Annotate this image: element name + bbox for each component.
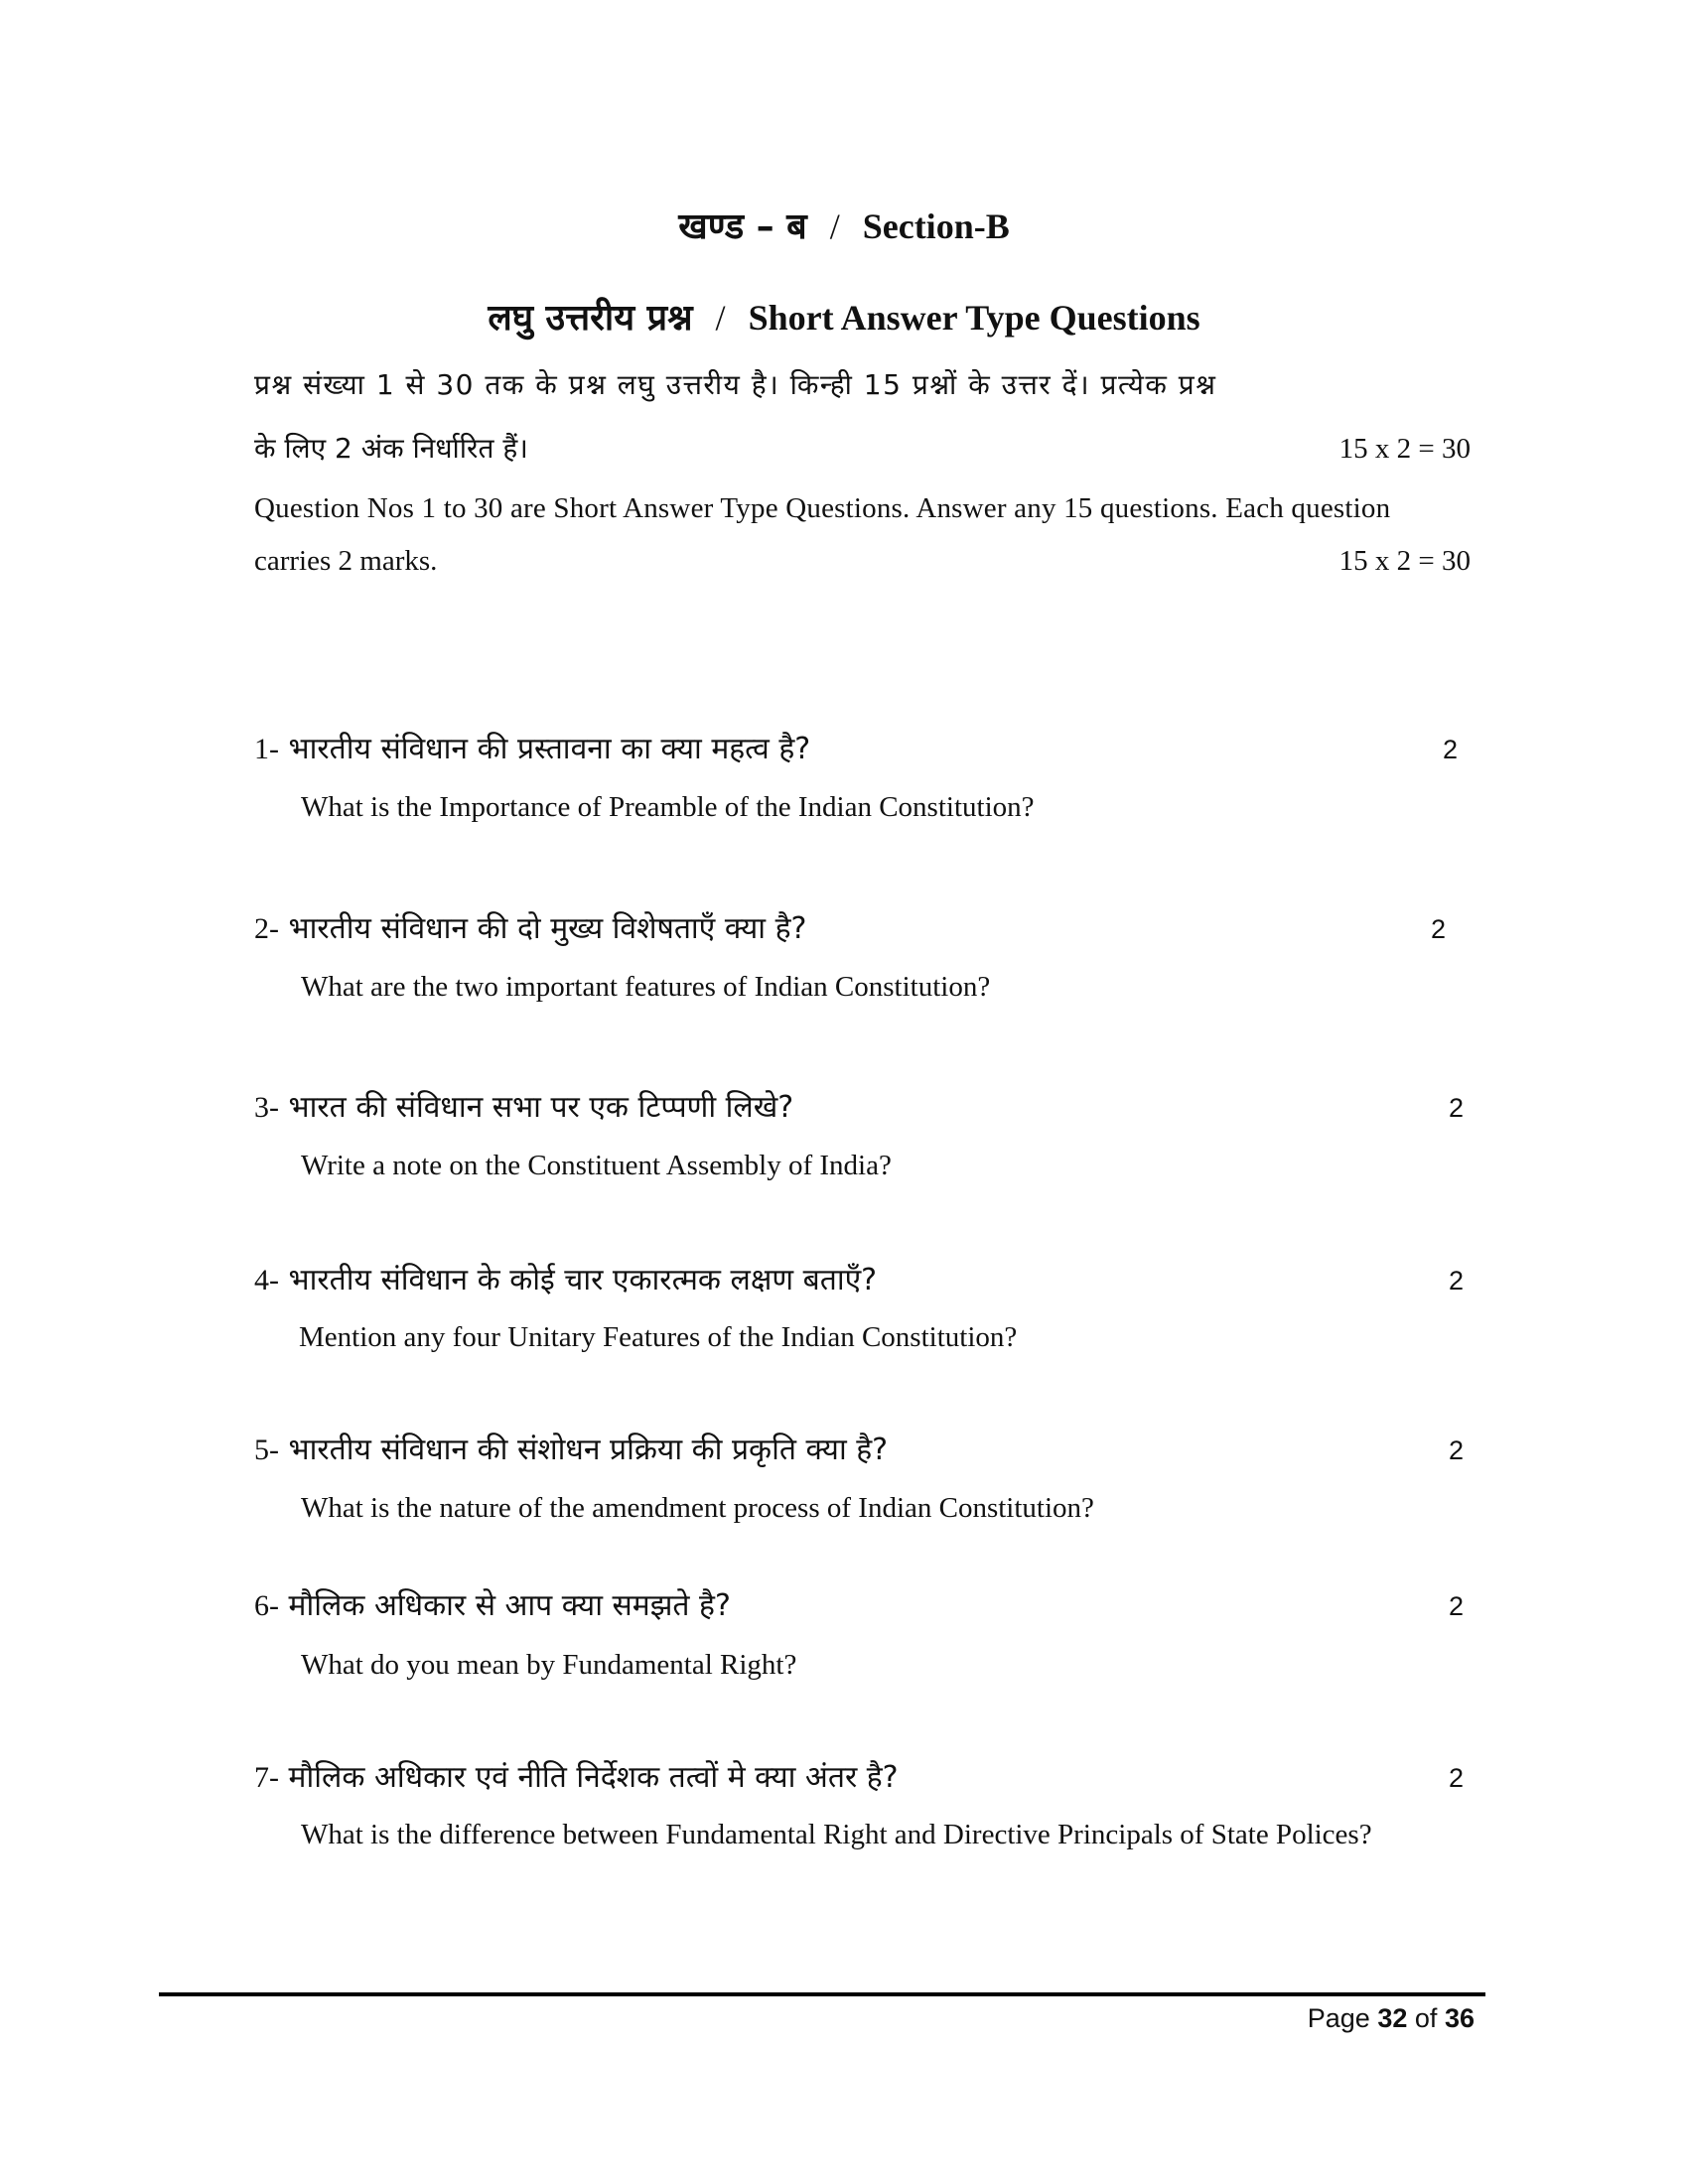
question-english-text: What is the Importance of Preamble of the Indian Constitution? bbox=[301, 791, 1035, 823]
question-hindi-row bbox=[254, 1428, 1464, 1468]
current-page: 32 bbox=[1377, 2003, 1408, 2033]
question-number: 3- bbox=[254, 1091, 279, 1124]
question-marks: 2 bbox=[1442, 735, 1458, 764]
instructions-hindi-text-2: के लिए 2 अंक निर्धारित हैं। bbox=[254, 432, 528, 465]
question-hindi-text: भारतीय संविधान की संशोधन प्रक्रिया की प्रकृति क्या है? bbox=[288, 1433, 889, 1467]
instructions-english-marks: 15 x 2 = 30 bbox=[1338, 545, 1471, 577]
question-marks: 2 bbox=[1448, 1435, 1464, 1465]
question-english-text: What is the nature of the amendment process of Indian Constitution? bbox=[301, 1492, 1094, 1524]
of-word: of bbox=[1414, 2003, 1438, 2033]
subtitle-english: Short Answer Type Questions bbox=[748, 298, 1200, 338]
instructions-hindi-marks: 15 x 2 = 30 bbox=[1338, 433, 1471, 465]
question-english-text: What is the difference between Fundamental Right and Directive Principals of State Polices? bbox=[301, 1819, 1372, 1850]
instructions-english-line-2 bbox=[254, 545, 1471, 578]
page-number bbox=[1308, 2003, 1475, 2034]
footer-divider bbox=[159, 1992, 1485, 1996]
question-hindi-row bbox=[254, 906, 1446, 947]
question-hindi-text: भारतीय संविधान की दो मुख्य विशेषताएँ क्या है? bbox=[288, 911, 807, 946]
instructions-english-text-2: carries 2 marks. bbox=[254, 545, 438, 577]
section-title-separator: / bbox=[829, 206, 840, 246]
question-hindi-text: मौलिक अधिकार से आप क्या समझते है? bbox=[288, 1588, 731, 1623]
question-number: 1- bbox=[254, 733, 279, 765]
instructions-hindi-line-2 bbox=[254, 429, 1471, 467]
subtitle-separator: / bbox=[715, 298, 726, 338]
question-hindi-text: मौलिक अधिकार एवं नीति निर्देशक तत्वों मे क्या अंतर है? bbox=[288, 1760, 899, 1795]
instructions-hindi-line-1 bbox=[254, 365, 1471, 403]
question-hindi-row bbox=[254, 1583, 1464, 1624]
question-english-text: What do you mean by Fundamental Right? bbox=[301, 1649, 797, 1681]
question-number: 6- bbox=[254, 1589, 279, 1622]
question-hindi-row bbox=[254, 1085, 1464, 1126]
section-title-hindi: खण्ड – ब bbox=[678, 206, 807, 247]
question-number: 5- bbox=[254, 1433, 279, 1466]
question-number: 7- bbox=[254, 1761, 279, 1794]
question-hindi-row bbox=[254, 1258, 1464, 1298]
instructions-english-text-1: Question Nos 1 to 30 are Short Answer Type Questions. Answer any 15 questions. Each question bbox=[254, 492, 1391, 524]
question-hindi-row bbox=[254, 727, 1458, 767]
instructions-english-line-1 bbox=[254, 492, 1471, 525]
question-english-text: What are the two important features of Indian Constitution? bbox=[301, 971, 991, 1003]
question-marks: 2 bbox=[1448, 1093, 1464, 1123]
question-hindi-row bbox=[254, 1755, 1464, 1796]
question-marks: 2 bbox=[1448, 1763, 1464, 1793]
question-number: 4- bbox=[254, 1264, 279, 1297]
question-marks: 2 bbox=[1448, 1266, 1464, 1296]
section-title bbox=[0, 201, 1688, 249]
instructions-hindi-text-1: प्रश्न संख्या 1 से 30 तक के प्रश्न लघु उत्तरीय है। किन्ही 15 प्रश्नों के उत्तर दें। प्रत्येक प्रश्न bbox=[254, 368, 1217, 401]
total-pages: 36 bbox=[1444, 2003, 1475, 2033]
question-hindi-text: भारत की संविधान सभा पर एक टिप्पणी लिखे? bbox=[288, 1090, 794, 1125]
question-marks: 2 bbox=[1448, 1591, 1464, 1621]
question-hindi-text: भारतीय संविधान के कोई चार एकारत्मक लक्षण बताएँ? bbox=[288, 1263, 878, 1297]
section-title-english: Section-B bbox=[862, 206, 1010, 246]
subtitle-hindi: लघु उत्तरीय प्रश्न bbox=[488, 298, 693, 339]
question-hindi-text: भारतीय संविधान की प्रस्तावना का क्या महत्व है? bbox=[288, 732, 811, 766]
question-number: 2- bbox=[254, 912, 279, 945]
question-marks: 2 bbox=[1430, 914, 1446, 944]
question-english-text: Mention any four Unitary Features of the Indian Constitution? bbox=[299, 1321, 1018, 1353]
section-subtitle bbox=[0, 292, 1688, 341]
question-english-text: Write a note on the Constituent Assembly of India? bbox=[301, 1150, 892, 1181]
page-word: Page bbox=[1307, 2003, 1370, 2033]
